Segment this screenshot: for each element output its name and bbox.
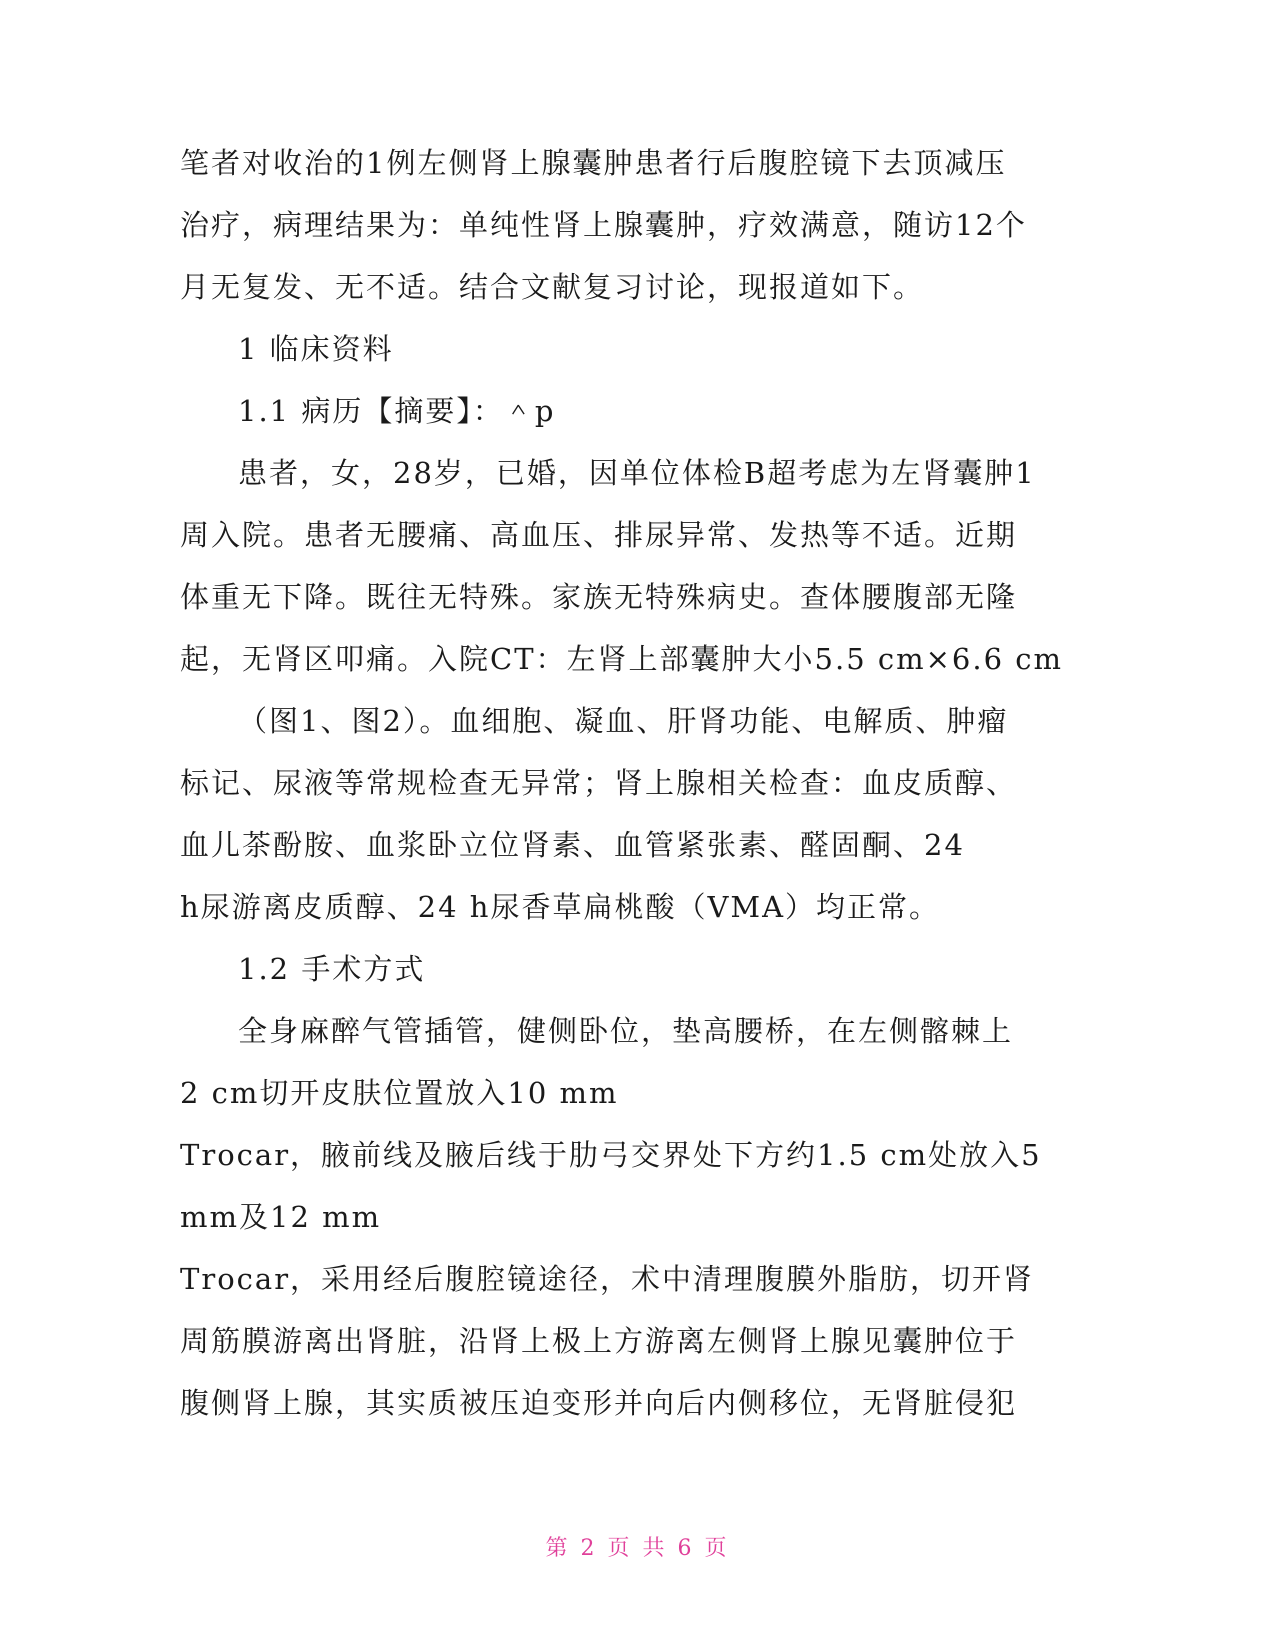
body-line: mm及12 mm — [180, 1200, 382, 1234]
body-line: 月无复发、无不适。结合文献复习讨论，现报道如下。 — [180, 270, 925, 304]
subsection-heading: 1.1 病历【摘要】：＾p — [238, 394, 556, 428]
body-line: 笔者对收治的1例左侧肾上腺囊肿患者行后腹腔镜下去顶减压 — [180, 146, 1007, 180]
body-line: 血儿茶酚胺、血浆卧立位肾素、血管紧张素、醛固酮、24 — [180, 828, 965, 862]
body-line: （图1、图2）。血细胞、凝血、肝肾功能、电解质、肿瘤 — [238, 704, 1009, 738]
body-line: 周入院。患者无腰痛、高血压、排尿异常、发热等不适。近期 — [180, 518, 1018, 552]
body-line: 体重无下降。既往无特殊。家族无特殊病史。查体腰腹部无隆 — [180, 580, 1018, 614]
body-line: Trocar，腋前线及腋后线于肋弓交界处下方约1.5 cm处放入5 — [180, 1138, 1042, 1172]
subsection-heading: 1.2 手术方式 — [238, 952, 426, 986]
section-heading: 1 临床资料 — [238, 332, 394, 366]
body-line: 2 cm切开皮肤位置放入10 mm — [180, 1076, 619, 1110]
body-line: Trocar，采用经后腹腔镜途径，术中清理腹膜外脂肪，切开肾 — [180, 1262, 1035, 1296]
body-line: 腹侧肾上腺，其实质被压迫变形并向后内侧移位，无肾脏侵犯 — [180, 1386, 1018, 1420]
body-line: 标记、尿液等常规检查无异常；肾上腺相关检查：血皮质醇、 — [180, 766, 1018, 800]
body-line: 周筋膜游离出肾脏，沿肾上极上方游离左侧肾上腺见囊肿位于 — [180, 1324, 1018, 1358]
body-line: 治疗，病理结果为：单纯性肾上腺囊肿，疗效满意，随访12个 — [180, 208, 1027, 242]
body-line: 起，无肾区叩痛。入院CT：左肾上部囊肿大小5.5 cm×6.6 cm — [180, 642, 1063, 676]
body-line: 全身麻醉气管插管，健侧卧位，垫高腰桥，在左侧髂棘上 — [238, 1014, 1014, 1048]
body-line: 患者，女，28岁，已婚，因单位体检B超考虑为左肾囊肿1 — [238, 456, 1036, 490]
page-number-footer: 第 2 页 共 6 页 — [545, 1536, 730, 1561]
body-line: h尿游离皮质醇、24 h尿香草扁桃酸（VMA）均正常。 — [180, 890, 941, 924]
